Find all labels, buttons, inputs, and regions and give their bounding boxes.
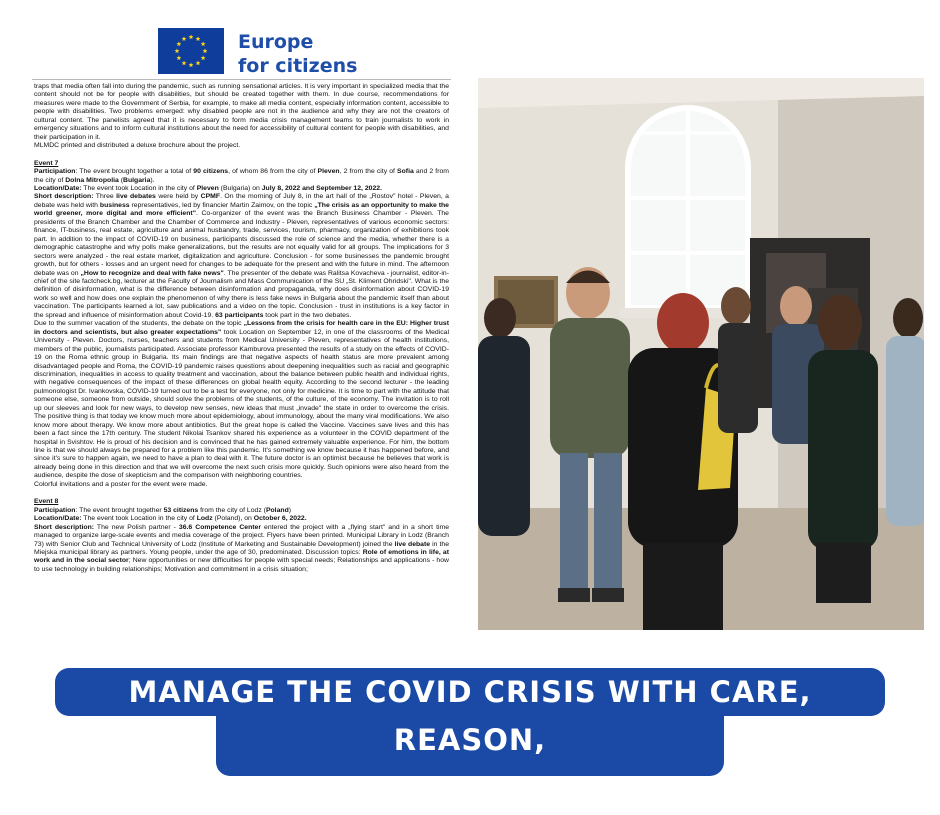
banner-slogan [55, 668, 885, 815]
event-7-description: Short description: Three live debates were held by CPMF. On the morning of July 8, in the art hall of the „Rostov" hotel - Pleven, a debate was held with business representatives, led by financier Martin Zaimov, on the topic „The crisis as an opportunity to make the world greener, more digital and more efficient". Co-organizer of the event was the Branch Business Chamber - Pleven. The presidents of the Branch Chamber and the Chamber of Commerce and Industry - Pleven, representatives of various economic sectors: finance, IT-business, real estate, agriculture and animal husbandry, trade, services, tourism, pharmacy, organization of exhibitions took part. In addition to the impact of COVID-19 on business, participants discussed the role of science and the media, whether there is a demographic catastrophe and why polls make generalizations, but the results are not equally valid for all groups. The implications for 3 sectors were analyzed - the real estate market, digitalization and agriculture. Conclusion - for some businesses the pandemic brought growth, but for others - losses and an urgent need for changes to be adequate for the present and with the future in mind. The afternoon debate was on „How to recognize and deal with fake news". The presenter of the debate was Ralitsa Kovacheva - journalist, editor-in-chief of the site factcheck.bg, lecturer at the Faculty of Journalism and Mass Communication of the SU „St. Kliment Ohridski". What is the definition of disinformation, what is the difference between disinformation and propaganda, why does disinformation about COVID-19 work so well and how does one explain the phenomenon of why there is less fake news in Bulgaria about the pandemic itself than about vaccination. The participants learned a lot, saw publications and a video on the topic. Conclusion - trust in institutions is a key factor in the spread and influence of misinformation about Covid-19. 63 participants took part in the two debates. [34, 193, 449, 319]
event-7-second-debate: Due to the summer vacation of the students, the debate on the topic „Lessons from the crisis for health care in the EU: Higher trust in doctors and scientists, but also greater expectations" took Location on September 12, in one of the classrooms of the Medical University - Pleven. Doctors, nurses, teachers and students from Medical University - Pleven, representatives of health institutions, members of the public, journalists participated. Associate professor Kamburova presented the results of a study on the effects of COVID-19 on the Roma ethnic group in Bulgaria. Its main findings are that negative aspects of health status are more prevalent among disadvantaged people and Roma, the COVID-19 pandemic raises questions about deepening inequalities such as racial and geographic discrimination, inequalities in access to quality treatment and vaccination, about the balance between public health and individual rights, with negative consequences of the impact of these differences on global health equity. According to the second lecturer - the leading pulmonologist Dr. Ivankovska, COVID-19 turned out to be a test for everyone, not only for medicine. It is time to part with the attitude that someone else, someone from outside, should solve the problems of the students, of the culture, of the economy. The invitation is to roll up our sleeves and look for new ways, to develop new senses, new ideas that must „invade" the state in order to overcome the crisis. The positive thing is that today we know much more about epidemiology, about immunology, about the many viral modifications. We also know more about therapy. We know more about antibiotics. But the great hope is called the Vaccine. Vaccines save lives and this has been a fact since the 17th century. The student Nikolai Tsankov shared his experience as a volunteer in the COVID department of the hospital in Svishtov. He is proud of his decision and is convinced that he has gained extremely valuable experience. For him, the bottom line is that we should always be prepared for a problem like this pandemic. It's something we know because it has happened before, and since it's sure to happen again, we need to have a plan to deal with it. The future doctor is an optimist because he believes that work is already being done in this direction and that we will overcome the next such crisis more quickly. Such opinions were also heard from the audience, despite the dose of skepticism and the comparison with neighboring countries. [34, 320, 449, 480]
event-7-location: Location/Date: The event took Location in the city of Pleven (Bulgaria) on July 8, 2022 and September 12, 2022. [34, 184, 382, 192]
event-8-description: Short description: The new Polish partner - 36.6 Competence Center entered the project with a „flying start" and in a short time managed to organize large-scale events and media coverage of the project. Flyers have been printed. Municipal Library in Lodz (Branch 73) with Senior Club and Technical University of Lodz (Institute of Marketing and Sustainable Development) joined the live debate in the Miejska municipal library as partners. Young people, under the age of 30, predominated. Discussion topics: Role of emotions in life, at work and in the social sector; New opportunities or new difficulties for people with special needs; Relationships and applications - how to use technology in building relationships; Motivation and commitment in a crisis situation; [34, 523, 449, 573]
intro-end: MLMDC printed and distributed a deluxe brochure about the project. [34, 142, 241, 150]
event-8-participation: Participation: The event brought together 53 citizens from the city of Lodz (Poland) [34, 506, 292, 514]
eu-flag-icon [158, 28, 224, 74]
slogan-line-1: MANAGE THE COVID CRISIS WITH CARE, REASON, [128, 675, 812, 757]
document-divider [32, 79, 451, 80]
brand-line-1: Europe [238, 31, 314, 53]
slogan-banner [55, 668, 885, 808]
group-photo-icon [478, 78, 924, 630]
intro-text: traps that media often fall into during the pandemic, such as running sensational articles. It is very important in specialized media that the content should not be for people with disabilities, but should be created together with them. In due course, recommendations for measures were made to the Government of Serbia, for example, to make all media content, especially information content, accessible to people with disabilities. Two problems emerged: why disabled people are not in the audience and why they are not the creators of cultural content. The panelists agreed that it is necessary to form media crisis management teams to train journalists to work in emergency situations and to inform cultural institutions about the need for accessibility of cultural content for people with disabilities, and their participation in it. [34, 83, 449, 141]
program-brand [238, 30, 357, 78]
event-7-closing: Colorful invitations and a poster for the event were made. [34, 480, 208, 488]
intro-paragraph [34, 83, 449, 142]
report-document [34, 83, 449, 635]
event-7-heading: Event 7 [34, 159, 59, 167]
slogan-line-2: VALUES, UNITY, SOLIDARITY [229, 774, 711, 808]
event-8-location: Location/Date: The event took Location in the city of Lodz (Poland), on October 6, 2022. [34, 515, 307, 523]
brand-line-2: for citizens [238, 55, 358, 77]
event-8-heading: Event 8 [34, 498, 59, 506]
event-7-participation: Participation: The event brought together a total of 90 citizens, of whom 86 from the city of Pleven, 2 from the city of Sofia and 2 from the city of Dolna Mitropolia (Bulgaria). [34, 168, 449, 184]
